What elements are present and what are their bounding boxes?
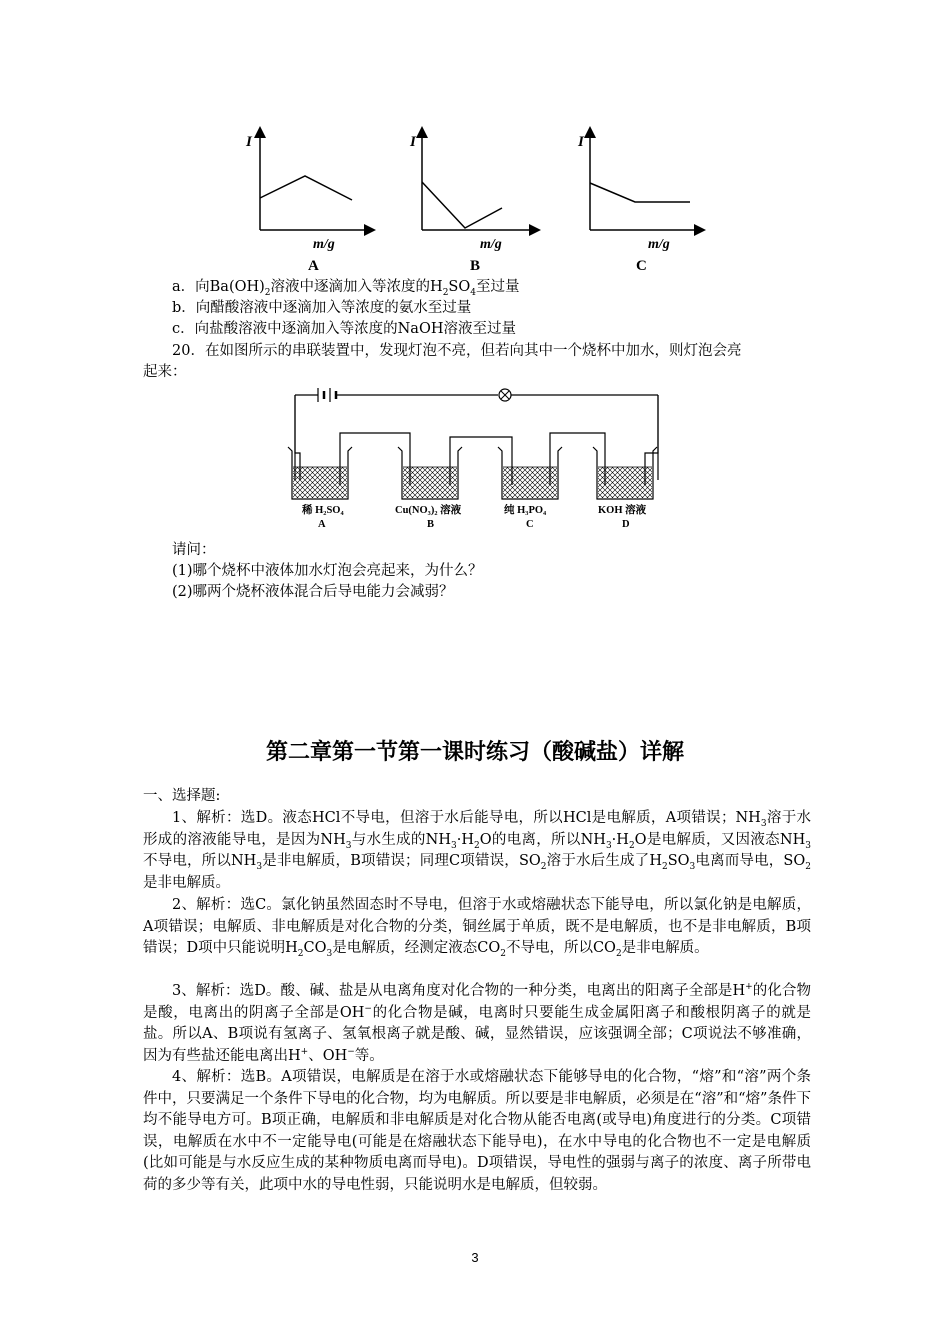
graph-a-letter: A <box>308 258 319 274</box>
lamp-icon <box>499 389 511 401</box>
graph-a <box>245 132 370 274</box>
beaker-d-label: KOH 溶液 <box>598 505 647 516</box>
graph-c-xlabel: m/g <box>648 237 670 252</box>
graph-c-ylabel: I <box>578 134 584 150</box>
graph-a-curve <box>260 176 352 200</box>
answer-title: 第二章第一节第一课时练习（酸碱盐）详解 <box>265 740 684 765</box>
option-b: b．向醋酸溶液中逐滴加入等浓度的氨水至过量 <box>172 300 472 316</box>
answer-2: 2、解析：选C。氯化钠虽然固态时不导电，但溶于水或熔融状态下能导电，所以氯化钠是电解质，A项错误；电解质、非电解质是对化合物的分类，铜丝属于单质，既不是电解质，也不是非电解质，B项错误；D项中只能说明$H_2CO_3$是电解质，经测定液态$CO_2$不导电，所以$CO_2$是非电解质。 <box>143 897 811 959</box>
section-heading: 一、选择题: <box>143 788 221 804</box>
beaker-a-label: 稀 H₂SO₄ <box>302 505 344 516</box>
graph-a-ylabel: I <box>246 134 252 150</box>
answer-4: 4、解析：选B。A项错误，电解质是在溶于水或熔融状态下能够导电的化合物，“熔”和“溶”两个条件中，只要满足一个条件下导电的化合物，均为电解质。所以要是非电解质，必须是在“溶”和“熔”条件下均不能导电方可。B项正确，电解质和非电解质是对化合物从能否电离(或导电)角度进行的分类。C项错误，电解质在水中不一定能导电(可能是在熔融状态下能导电)，在水中导电的化合物也不一定是电解质(比如可能是与水反应生成的某种物质电离而导电)。D项错误，导电性的强弱与离子的浓度、离子所带电荷的多少等有关，此项中水的导电性弱，只能说明水是电解质，但较弱。 <box>143 1069 811 1193</box>
graph-b-ylabel: I <box>410 134 416 150</box>
beaker-b-label: Cu(NO₃)₂ 溶液 <box>395 505 462 516</box>
beaker-c <box>498 447 562 499</box>
beaker-c-letter: C <box>526 519 534 530</box>
beaker-d-letter: D <box>622 519 630 530</box>
option-c: c．向盐酸溶液中逐滴加入等浓度的NaOH溶液至过量 <box>172 321 516 337</box>
q20-text-line1: 20．在如图所示的串联装置中，发现灯泡不亮，但若向其中一个烧杯中加水，则灯泡会亮 <box>172 343 742 359</box>
q20-text-line2: 起来： <box>143 364 187 380</box>
answer-1: 1、解析：选D。液态HCl不导电，但溶于水后能导电，所以HCl是电解质，A项错误；$NH_3$溶于水形成的溶液能导电，是因为$NH_3$与水生成的$NH_3\cdot H_2O$的电离，所以$NH_3\cdot H_2O$是电解质，又因液态$NH_3$不导电，所以$NH_3$是非电解质，B项错误；同理C项错误，$SO_2$溶于水后生成了$H_2SO_3$电离而导电，$SO_2$是非电解质。 <box>143 810 812 891</box>
graph-c-letter: C <box>636 258 647 274</box>
beaker-a <box>288 447 352 499</box>
battery-icon <box>318 388 336 402</box>
answer-3: 3、解析：选D。酸、碱、盐是从电离角度对化合物的一种分类，电离出的阳离子全部是H+的化合物是酸，电离出的阴离子全部是OH−的化合物是碱，电离时只要能生成金属阳离子和酸根阴离子的就是盐。所以A、B项说有氢离子、氢氧根离子就是酸、碱，显然错误，应该强调全部；C项说法不够准确，因为有些盐还能电离出H+、OH−等。 <box>143 982 811 1064</box>
beaker-b <box>398 447 462 499</box>
ask-label: 请问： <box>172 542 216 558</box>
graph-b-curve <box>422 182 502 228</box>
graph-b-letter: B <box>470 258 481 274</box>
graph-a-xlabel: m/g <box>313 237 335 252</box>
option-a: a．向$Ba(OH)_2$溶液中逐滴加入等浓度的$H_2SO_4$至过量 <box>172 279 520 298</box>
circuit-diagram <box>280 385 680 535</box>
beaker-a-letter: A <box>318 519 326 530</box>
beaker-c-label: 纯 H₃PO₄ <box>504 505 547 516</box>
graph-c <box>577 132 700 274</box>
graph-c-curve <box>590 183 690 202</box>
question-2: (2)哪两个烧杯液体混合后导电能力会减弱？ <box>172 584 454 600</box>
beaker-b-letter: B <box>427 519 435 530</box>
question-1: (1)哪个烧杯中液体加水灯泡会亮起来，为什么？ <box>172 563 483 579</box>
graph-b <box>409 132 535 274</box>
beaker-d <box>593 447 657 499</box>
current-graphs <box>230 120 730 280</box>
graph-b-xlabel: m/g <box>480 237 502 252</box>
page-number: 3 <box>471 1250 479 1265</box>
